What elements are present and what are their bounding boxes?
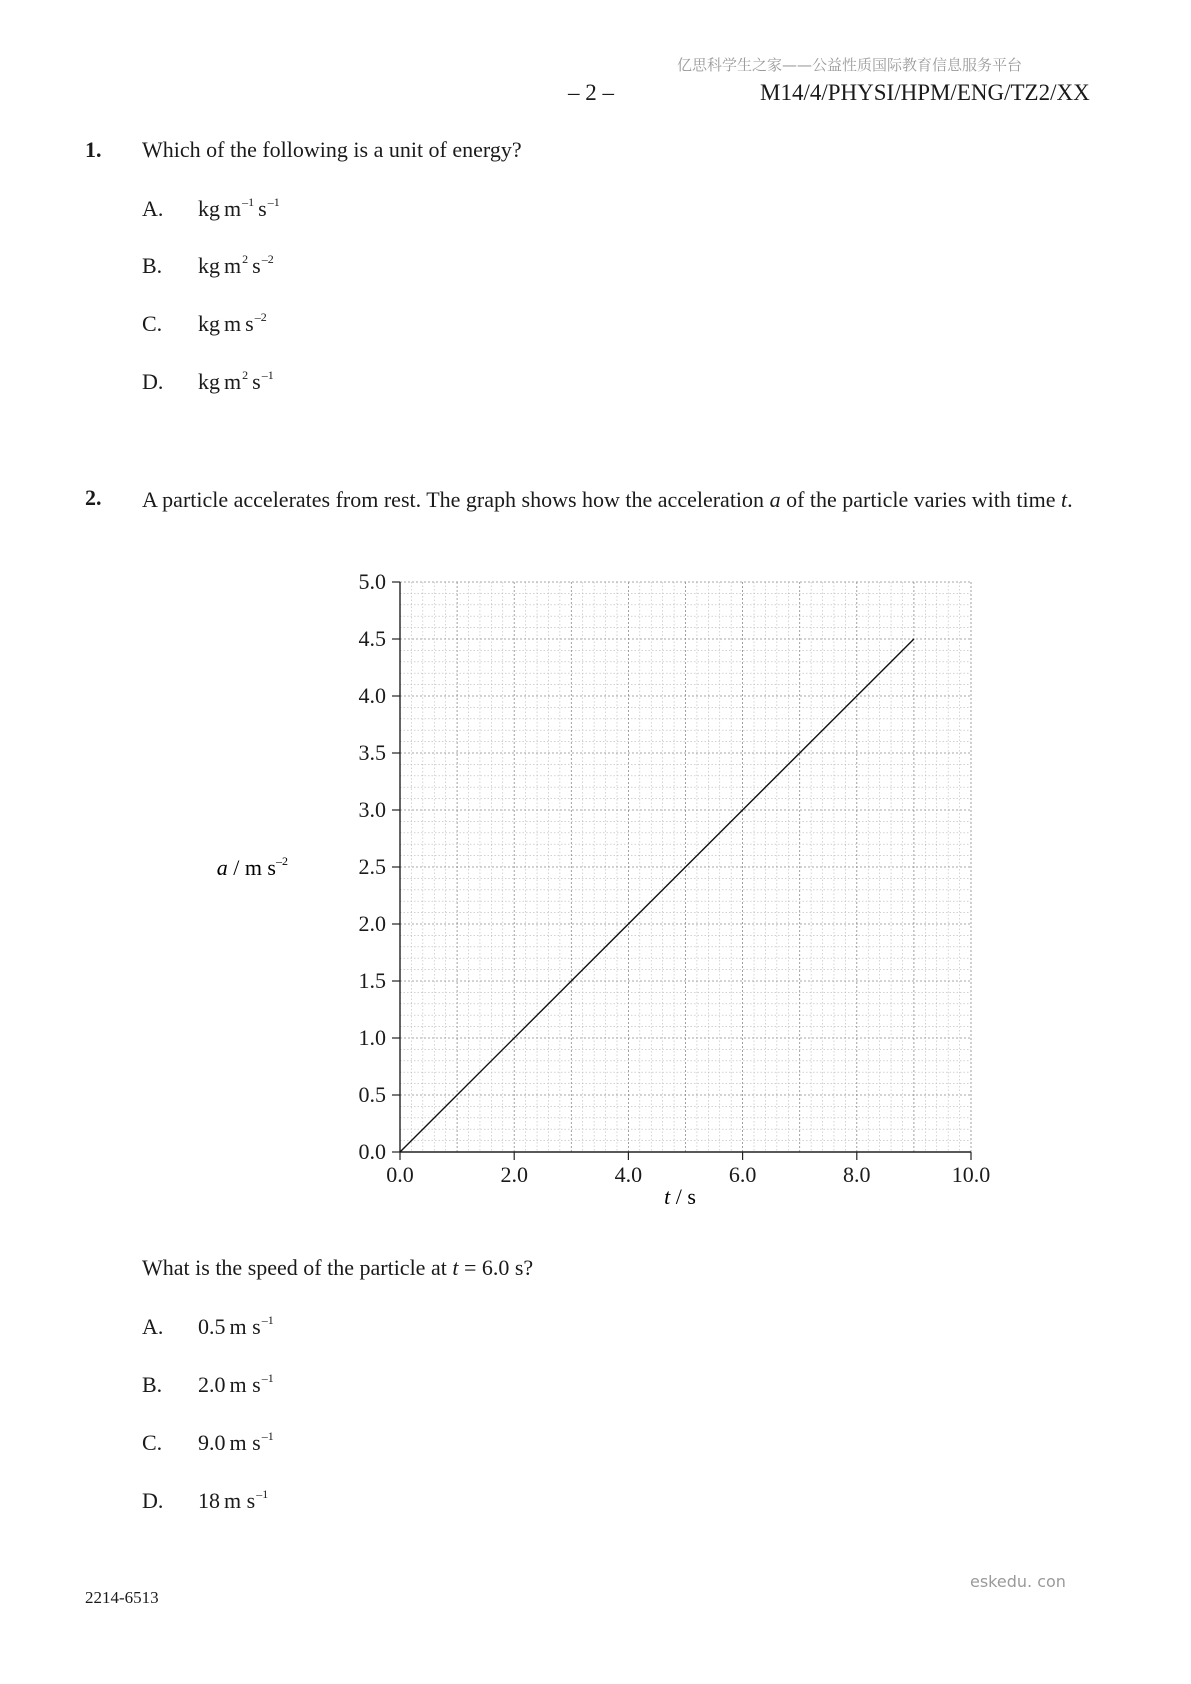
y-axis-label [217,854,288,880]
q2-option-c [198,1430,274,1456]
unit-m: m [224,311,242,336]
y-tick-label: 5.0 [358,569,386,594]
exponent: –1 [242,195,255,209]
option-value: 18 [198,1488,220,1513]
unit-kg: kg [198,369,220,394]
exponent: –2 [261,252,274,266]
x-tick-label: 4.0 [614,1162,643,1187]
unit-s: s [252,253,261,278]
y-tick-label: 2.0 [358,911,386,936]
q2-option-d-letter: D. [142,1488,164,1513]
page-number: – 2 – [568,80,614,105]
x-tick-label: 8.0 [843,1162,871,1187]
y-tick-label: 0.0 [358,1139,386,1164]
option-value: 9.0 [198,1430,226,1455]
paper-code: M14/4/PHYSI/HPM/ENG/TZ2/XX [760,80,1090,105]
x-axis-var: t [664,1184,671,1209]
q2-option-d [198,1488,268,1514]
option-value: 2.0 [198,1372,226,1397]
option-unit: m s [229,1314,261,1339]
exponent: 2 [242,252,249,266]
y-axis-var: a [216,855,228,880]
y-tick-label: 3.5 [358,740,386,765]
option-unit: m s [229,1372,261,1397]
exponent: –1 [261,1429,274,1443]
exponent: –1 [261,1371,274,1385]
option-value: 0.5 [198,1314,226,1339]
y-axis-exp: –2 [276,854,288,868]
x-tick-label: 2.0 [500,1162,528,1187]
exponent: –2 [254,310,267,324]
q2-question-var: t [452,1255,459,1280]
q2-var-t: t [1060,487,1068,512]
exponent: –1 [267,195,280,209]
y-tick-label: 4.5 [358,626,386,651]
option-unit: m s [229,1430,261,1455]
q2-text-part: of the particle varies with time [780,487,1061,512]
q2-question-part: = 6.0 s? [458,1255,534,1280]
unit-kg: kg [198,311,220,336]
series-line-acceleration [400,639,914,1152]
unit-s: s [258,196,267,221]
q2-question-part: What is the speed of the particle at [142,1255,453,1280]
x-axis-label [664,1184,696,1209]
q1-option-c-letter: C. [142,311,163,336]
unit-m: m [224,196,242,221]
y-tick-label: 1.0 [358,1025,386,1050]
q2-option-a-letter: A. [142,1314,164,1339]
x-tick-label: 10.0 [951,1162,991,1187]
q2-number: 2. [85,485,102,510]
unit-s: s [252,369,261,394]
q2-option-c-letter: C. [142,1430,163,1455]
q1-number: 1. [85,137,102,162]
unit-s: s [245,311,254,336]
series [400,639,914,1152]
y-axis-unit: / m s [227,855,276,880]
exponent: 2 [242,368,249,382]
x-tick-label: 0.0 [386,1162,414,1187]
q1-text: Which of the following is a unit of energy? [142,137,522,162]
y-tick-label: 2.5 [358,854,386,879]
q1-option-b-letter: B. [142,253,163,278]
y-tick-label: 1.5 [358,968,386,993]
unit-m: m [224,253,242,278]
q2-var-a: a [769,487,781,512]
y-tick-label: 0.5 [358,1082,386,1107]
y-tick-label: 3.0 [358,797,386,822]
q2-option-a [198,1314,274,1340]
q2-text-part: A particle accelerates from rest. The graph shows how the acceleration [142,487,770,512]
y-tick-label: 4.0 [358,683,386,708]
q1-option-a-letter: A. [142,196,164,221]
unit-kg: kg [198,196,220,221]
exponent: –1 [256,1487,269,1501]
x-tick-label: 6.0 [728,1162,757,1187]
unit-m: m [224,369,242,394]
watermark-text: 亿思科学生之家——公益性质国际教育信息服务平台 [677,56,1023,74]
q2-option-b [198,1372,274,1398]
option-unit: m s [224,1488,256,1513]
x-axis-unit: / s [670,1184,696,1209]
exponent: –1 [261,1313,274,1327]
q2-option-b-letter: B. [142,1372,163,1397]
q2-question [142,1255,533,1281]
site-watermark: eskedu. con [970,1572,1066,1591]
q2-text-part: . [1067,487,1073,512]
paper-id-code: 2214-6513 [85,1588,159,1607]
unit-kg: kg [198,253,220,278]
q1-option-d-letter: D. [142,369,164,394]
exponent: –1 [261,368,274,382]
